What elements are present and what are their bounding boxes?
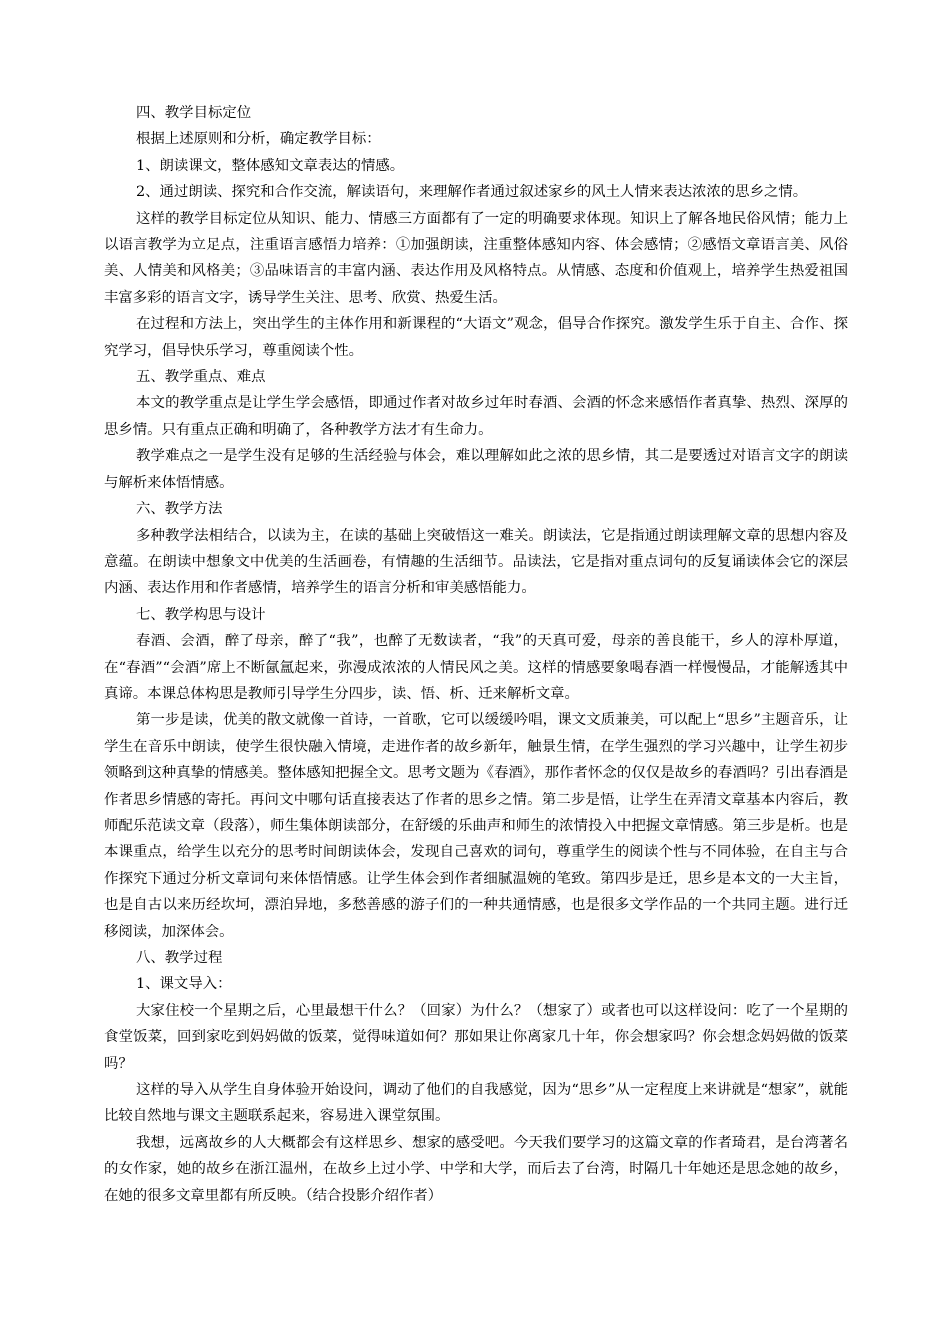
section-heading-objectives: 四、教学目标定位 — [136, 105, 252, 121]
design-intro-paragraph: 春酒、会酒，醉了母亲，醉了“我”，也醉了无数读者，“我”的天真可爱，母亲的善良能干，乡人的淳朴厚道，在“春酒”“会酒”席上不断氤氲起来，弥漫成浓浓的人情民风之美。这样的情感要象喝春酒一样慢慢品，才能解透其中真谛。本课总体构思是教师引导学生分四步，读、悟、析、迁来解析文章。 — [104, 633, 848, 702]
author-intro-paragraph: 我想，远离故乡的人大概都会有这样思乡、想家的感受吧。今天我们要学习的这篇文章的作者琦君，是台湾著名的女作家，她的故乡在浙江温州，在故乡上过小学、中学和大学，而后去了台湾，时隔几十年她还是思念她的故乡，在她的很多文章里都有所反映。（结合投影介绍作者） — [104, 1134, 848, 1204]
objectives-explanation: 这样的教学目标定位从知识、能力、情感三方面都有了一定的明确要求体现。知识上了解各地民俗风情；能力上以语言教学为立足点，注重语言感悟力培养：①加强朗读，注重整体感知内容、体会感情；②感悟文章语言美、风俗美、人情美和风格美；③品味语言的丰富内涵、表达作用及风格特点。从情感、态度和价值观上，培养学生热爱祖国丰富多彩的语言文字，诱导学生关注、思考、欣赏、热爱生活。 — [104, 210, 848, 306]
objectives-intro: 根据上述原则和分析，确定教学目标： — [136, 131, 381, 148]
lead-in-explanation-paragraph: 这样的导入从学生自身体验开始设问，调动了他们的自我感觉，因为“思乡”从一定程度上来讲就是“想家”，就能比较自然地与课文主题联系起来，容易进入课堂氛围。 — [104, 1082, 848, 1125]
key-point-paragraph: 本文的教学重点是让学生学会感悟，即通过作者对故乡过年时春酒、会酒的怀念来感悟作者真挚、热烈、深厚的思乡情。只有重点正确和明确了，各种教学方法才有生命力。 — [104, 395, 848, 438]
objective-item-1: 1、朗读课文，整体感知文章表达的情感。 — [136, 157, 405, 174]
difficulty-paragraph: 教学难点之一是学生没有足够的生活经验与体会，难以理解如此之浓的思乡情，其二是要透过对语言文字的朗读与解析来体悟情感。 — [104, 448, 848, 491]
section-heading-methods: 六、教学方法 — [136, 501, 223, 518]
lead-in-question-paragraph: 大家住校一个星期之后，心里最想干什么？（回家）为什么？（想家了）或者也可以这样设问：吃了一个星期的食堂饭菜，回到家吃到妈妈做的饭菜，觉得味道如何？那如果让你离家几十年，你会想家吗？你会想念妈妈做的饭菜吗？ — [104, 1002, 848, 1072]
process-method-paragraph: 在过程和方法上，突出学生的主体作用和新课程的“大语文”观念，倡导合作探究。激发学生乐于自主、合作、探究学习，倡导快乐学习，尊重阅读个性。 — [104, 316, 848, 359]
section-heading-design: 七、教学构思与设计 — [136, 606, 266, 623]
methods-paragraph: 多种教学法相结合，以读为主，在读的基础上突破悟这一难关。朗读法，它是指通过朗读理解文章的思想内容及意蕴。在朗读中想象文中优美的生活画卷，有情趣的生活细节。品读法，它是指对重点词句的反复诵读体会它的深层内涵、表达作用和作者感情，培养学生的语言分析和审美感悟能力。 — [104, 527, 848, 597]
process-step-1-title: 1、课文导入： — [136, 976, 232, 993]
objective-item-2: 2、通过朗读、探究和合作交流，解读语句，来理解作者通过叙述家乡的风土人情来表达浓浓的思乡之情。 — [136, 184, 808, 201]
section-heading-key-points: 五、教学重点、难点 — [136, 369, 266, 386]
section-heading-process: 八、教学过程 — [136, 950, 223, 966]
design-steps-paragraph: 第一步是读，优美的散文就像一首诗，一首歌，它可以缓缓吟唱，课文文质兼美，可以配上“思乡”主题音乐，让学生在音乐中朗读，使学生很快融入情境，走进作者的故乡新年，触景生情，在学生强烈的学习兴趣中，让学生初步领略到这种真挚的情感美。整体感知把握全文。思考文题为《春酒》，那作者怀念的仅仅是故乡的春酒吗？引出春酒是作者思乡情感的寄托。再问文中哪句话直接表达了作者的思乡之情。第二步是悟，让学生在弄清文章基本内容后，教师配乐范读文章（段落），师生集体朗读部分，在舒缓的乐曲声和师生的浓情投入中把握文章情感。第三步是析。也是本课重点，给学生以充分的思考时间朗读体会，发现自己喜欢的词句，尊重学生的阅读个性与不同体验，在自主与合作探究下通过分析文章词句来体悟情感。让学生体会到作者细腻温婉的笔致。第四步是迁，思乡是本文的一大主旨，也是自古以来历经坎坷，漂泊异地，多愁善感的游子们的一种共通情感，也是很多文学作品的一个共同主题。进行迁移阅读，加深体会。 — [104, 712, 848, 940]
